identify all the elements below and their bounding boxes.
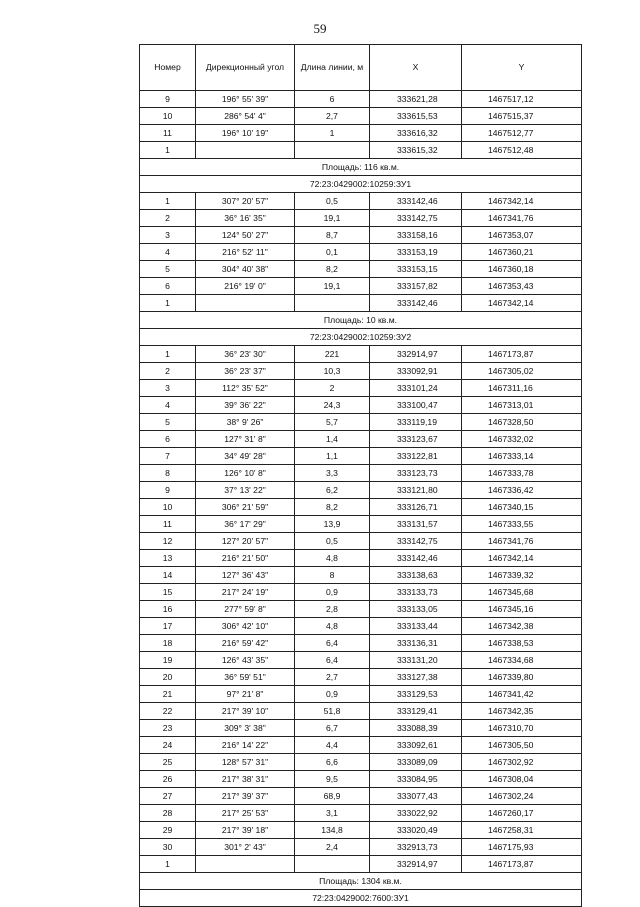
cell-direction-angle: 217° 39' 37" xyxy=(196,788,295,805)
cell-x: 333615,53 xyxy=(370,108,462,125)
table-row xyxy=(140,839,582,856)
cell-y: 1467339,32 xyxy=(462,567,582,584)
cell-direction-angle: 216° 21' 50" xyxy=(196,550,295,567)
cell-y: 1467311,16 xyxy=(462,380,582,397)
table-row xyxy=(140,346,582,363)
cell-y: 1467260,17 xyxy=(462,805,582,822)
cell-direction-angle: 124° 50' 27" xyxy=(196,227,295,244)
cell-direction-angle: 127° 20' 57" xyxy=(196,533,295,550)
table-row xyxy=(140,142,582,159)
cell-direction-angle: 126° 43' 35" xyxy=(196,652,295,669)
cell-x: 333133,44 xyxy=(370,618,462,635)
cell-y: 1467340,15 xyxy=(462,499,582,516)
table-row xyxy=(140,567,582,584)
cell-direction-angle: 112° 35' 52" xyxy=(196,380,295,397)
cell-line-length: 51,8 xyxy=(295,703,370,720)
cell-y: 1467341,42 xyxy=(462,686,582,703)
cell-line-length: 2 xyxy=(295,380,370,397)
cell-x: 333077,43 xyxy=(370,788,462,805)
cell-line-length: 2,8 xyxy=(295,601,370,618)
cell-line-length: 19,1 xyxy=(295,278,370,295)
cell-direction-angle: 36° 59' 51" xyxy=(196,669,295,686)
cell-direction-angle: 217° 39' 10" xyxy=(196,703,295,720)
cell-y: 1467333,55 xyxy=(462,516,582,533)
cell-y: 1467360,21 xyxy=(462,244,582,261)
header-row xyxy=(140,45,582,91)
cell-x: 332914,97 xyxy=(370,856,462,873)
coordinates-table xyxy=(139,44,582,907)
cell-y: 1467328,50 xyxy=(462,414,582,431)
cell-y: 1467173,87 xyxy=(462,346,582,363)
cell-number: 5 xyxy=(140,261,196,278)
cell-number: 9 xyxy=(140,482,196,499)
cell-y: 1467345,16 xyxy=(462,601,582,618)
cell-line-length: 6,2 xyxy=(295,482,370,499)
cell-number: 3 xyxy=(140,380,196,397)
cell-line-length: 6 xyxy=(295,91,370,108)
cell-number: 6 xyxy=(140,431,196,448)
cell-number: 1 xyxy=(140,193,196,210)
table-row xyxy=(140,380,582,397)
cell-y: 1467341,76 xyxy=(462,533,582,550)
cell-y: 1467360,18 xyxy=(462,261,582,278)
cell-number: 1 xyxy=(140,142,196,159)
cell-line-length: 8,2 xyxy=(295,499,370,516)
table-row xyxy=(140,754,582,771)
cell-line-length: 0,1 xyxy=(295,244,370,261)
cell-number: 30 xyxy=(140,839,196,856)
cell-y: 1467332,02 xyxy=(462,431,582,448)
cell-number: 7 xyxy=(140,448,196,465)
table-row xyxy=(140,516,582,533)
cell-x: 333158,16 xyxy=(370,227,462,244)
cell-x: 333092,91 xyxy=(370,363,462,380)
section-label: Площадь: 10 кв.м. xyxy=(140,312,582,329)
cell-number: 24 xyxy=(140,737,196,754)
table-row xyxy=(140,618,582,635)
cell-number: 16 xyxy=(140,601,196,618)
cell-line-length: 8,7 xyxy=(295,227,370,244)
cell-x: 333121,80 xyxy=(370,482,462,499)
cell-number: 13 xyxy=(140,550,196,567)
header-y: Y xyxy=(462,45,582,91)
cell-direction-angle: 39° 36' 22" xyxy=(196,397,295,414)
cell-line-length: 1,1 xyxy=(295,448,370,465)
table-row xyxy=(140,771,582,788)
cell-direction-angle: 97° 21' 8" xyxy=(196,686,295,703)
cell-line-length: 134,8 xyxy=(295,822,370,839)
table-row xyxy=(140,210,582,227)
cell-x: 333020,49 xyxy=(370,822,462,839)
cell-x: 333131,57 xyxy=(370,516,462,533)
cell-y: 1467333,78 xyxy=(462,465,582,482)
table-row xyxy=(140,482,582,499)
cell-line-length: 9,5 xyxy=(295,771,370,788)
cell-line-length: 8,2 xyxy=(295,261,370,278)
cell-x: 333100,47 xyxy=(370,397,462,414)
cell-line-length: 0,5 xyxy=(295,193,370,210)
cell-direction-angle xyxy=(196,856,295,873)
table-row xyxy=(140,414,582,431)
cell-direction-angle: 306° 42' 10" xyxy=(196,618,295,635)
cell-y: 1467512,48 xyxy=(462,142,582,159)
cell-y: 1467515,37 xyxy=(462,108,582,125)
cell-line-length: 2,7 xyxy=(295,108,370,125)
cell-x: 332914,97 xyxy=(370,346,462,363)
cell-y: 1467313,01 xyxy=(462,397,582,414)
table-row xyxy=(140,720,582,737)
cell-direction-angle: 306° 21' 59" xyxy=(196,499,295,516)
cell-x: 333123,73 xyxy=(370,465,462,482)
cell-direction-angle: 127° 36' 43" xyxy=(196,567,295,584)
section-row xyxy=(140,159,582,176)
cell-x: 333621,28 xyxy=(370,91,462,108)
cell-line-length: 2,7 xyxy=(295,669,370,686)
cell-number: 12 xyxy=(140,533,196,550)
table-row xyxy=(140,363,582,380)
cell-direction-angle: 196° 10' 19" xyxy=(196,125,295,142)
cell-number: 17 xyxy=(140,618,196,635)
cell-line-length: 4,8 xyxy=(295,550,370,567)
section-row xyxy=(140,312,582,329)
cell-line-length: 6,6 xyxy=(295,754,370,771)
cell-line-length: 13,9 xyxy=(295,516,370,533)
cell-y: 1467336,42 xyxy=(462,482,582,499)
cell-y: 1467333,14 xyxy=(462,448,582,465)
cell-y: 1467512,77 xyxy=(462,125,582,142)
cell-direction-angle: 286° 54' 4" xyxy=(196,108,295,125)
cell-direction-angle: 36° 23' 37" xyxy=(196,363,295,380)
table-row xyxy=(140,499,582,516)
table-row xyxy=(140,788,582,805)
section-row xyxy=(140,890,582,907)
cell-number: 6 xyxy=(140,278,196,295)
section-row xyxy=(140,873,582,890)
cell-number: 3 xyxy=(140,227,196,244)
cell-x: 333129,53 xyxy=(370,686,462,703)
cell-line-length: 0,5 xyxy=(295,533,370,550)
cell-x: 333133,05 xyxy=(370,601,462,618)
table-row xyxy=(140,550,582,567)
cell-y: 1467302,92 xyxy=(462,754,582,771)
page-number: 59 xyxy=(313,21,327,36)
cell-number: 21 xyxy=(140,686,196,703)
cell-y: 1467342,14 xyxy=(462,295,582,312)
table-row xyxy=(140,533,582,550)
cell-x: 333157,82 xyxy=(370,278,462,295)
cell-direction-angle: 216° 52' 11" xyxy=(196,244,295,261)
table-row xyxy=(140,601,582,618)
table-row xyxy=(140,822,582,839)
cell-direction-angle: 216° 19' 0" xyxy=(196,278,295,295)
cell-x: 333153,15 xyxy=(370,261,462,278)
cell-y: 1467342,14 xyxy=(462,193,582,210)
table-row xyxy=(140,856,582,873)
cell-number: 27 xyxy=(140,788,196,805)
table-row xyxy=(140,584,582,601)
cell-direction-angle: 309° 3' 38" xyxy=(196,720,295,737)
cell-x: 333101,24 xyxy=(370,380,462,397)
cell-y: 1467338,53 xyxy=(462,635,582,652)
cell-direction-angle: 128° 57' 31" xyxy=(196,754,295,771)
table-row xyxy=(140,261,582,278)
table-row xyxy=(140,652,582,669)
cell-line-length xyxy=(295,856,370,873)
cell-line-length: 0,9 xyxy=(295,584,370,601)
section-row xyxy=(140,329,582,346)
cell-x: 333084,95 xyxy=(370,771,462,788)
cell-direction-angle: 301° 2' 43" xyxy=(196,839,295,856)
header-line-length: Длина линии, м xyxy=(295,45,370,91)
cell-direction-angle: 36° 16' 35" xyxy=(196,210,295,227)
cell-line-length: 6,7 xyxy=(295,720,370,737)
cell-x: 333022,92 xyxy=(370,805,462,822)
section-label: 72:23:0429002:10259:ЗУ1 xyxy=(140,176,582,193)
cell-direction-angle: 217° 25' 53" xyxy=(196,805,295,822)
cell-line-length: 4,8 xyxy=(295,618,370,635)
cell-number: 28 xyxy=(140,805,196,822)
table-row xyxy=(140,244,582,261)
cell-line-length: 5,7 xyxy=(295,414,370,431)
cell-direction-angle: 217° 38' 31" xyxy=(196,771,295,788)
header-number: Номер xyxy=(140,45,196,91)
table-row xyxy=(140,125,582,142)
cell-direction-angle: 196° 55' 39" xyxy=(196,91,295,108)
cell-line-length: 6,4 xyxy=(295,652,370,669)
cell-number: 23 xyxy=(140,720,196,737)
cell-line-length xyxy=(295,142,370,159)
cell-number: 8 xyxy=(140,465,196,482)
cell-y: 1467342,14 xyxy=(462,550,582,567)
cell-line-length: 6,4 xyxy=(295,635,370,652)
section-row xyxy=(140,176,582,193)
table-row xyxy=(140,465,582,482)
cell-y: 1467173,87 xyxy=(462,856,582,873)
cell-number: 5 xyxy=(140,414,196,431)
cell-number: 25 xyxy=(140,754,196,771)
table-row xyxy=(140,805,582,822)
cell-direction-angle xyxy=(196,142,295,159)
cell-y: 1467341,76 xyxy=(462,210,582,227)
cell-x: 333153,19 xyxy=(370,244,462,261)
cell-number: 11 xyxy=(140,125,196,142)
table-row xyxy=(140,669,582,686)
cell-number: 10 xyxy=(140,108,196,125)
table-row xyxy=(140,91,582,108)
table-row xyxy=(140,227,582,244)
cell-line-length: 3,1 xyxy=(295,805,370,822)
cell-y: 1467342,38 xyxy=(462,618,582,635)
cell-direction-angle: 307° 20' 57" xyxy=(196,193,295,210)
table-row xyxy=(140,635,582,652)
cell-number: 26 xyxy=(140,771,196,788)
cell-x: 333615,32 xyxy=(370,142,462,159)
cell-x: 333122,81 xyxy=(370,448,462,465)
cell-x: 333089,09 xyxy=(370,754,462,771)
cell-line-length: 2,4 xyxy=(295,839,370,856)
cell-x: 333142,75 xyxy=(370,533,462,550)
cell-direction-angle: 37° 13' 22" xyxy=(196,482,295,499)
cell-number: 4 xyxy=(140,244,196,261)
cell-number: 1 xyxy=(140,856,196,873)
cell-number: 22 xyxy=(140,703,196,720)
cell-y: 1467305,50 xyxy=(462,737,582,754)
table-row xyxy=(140,397,582,414)
cell-line-length: 68,9 xyxy=(295,788,370,805)
table-row xyxy=(140,295,582,312)
cell-line-length: 4,4 xyxy=(295,737,370,754)
cell-direction-angle: 36° 23' 30" xyxy=(196,346,295,363)
cell-direction-angle: 277° 59' 8" xyxy=(196,601,295,618)
table-row xyxy=(140,737,582,754)
section-label: 72:23:0429002:7600:ЗУ1 xyxy=(140,890,582,907)
table-row xyxy=(140,193,582,210)
cell-direction-angle: 127° 31' 8" xyxy=(196,431,295,448)
cell-number: 10 xyxy=(140,499,196,516)
cell-x: 333142,46 xyxy=(370,193,462,210)
cell-x: 333119,19 xyxy=(370,414,462,431)
cell-line-length: 10,3 xyxy=(295,363,370,380)
cell-y: 1467308,04 xyxy=(462,771,582,788)
cell-y: 1467175,93 xyxy=(462,839,582,856)
cell-line-length: 8 xyxy=(295,567,370,584)
cell-line-length: 0,9 xyxy=(295,686,370,703)
cell-y: 1467334,68 xyxy=(462,652,582,669)
cell-x: 332913,73 xyxy=(370,839,462,856)
cell-line-length: 1,4 xyxy=(295,431,370,448)
cell-number: 2 xyxy=(140,363,196,380)
cell-y: 1467342,35 xyxy=(462,703,582,720)
cell-x: 333136,31 xyxy=(370,635,462,652)
cell-x: 333129,41 xyxy=(370,703,462,720)
table-row xyxy=(140,703,582,720)
cell-line-length: 19,1 xyxy=(295,210,370,227)
cell-x: 333131,20 xyxy=(370,652,462,669)
cell-x: 333126,71 xyxy=(370,499,462,516)
cell-direction-angle: 217° 24' 19" xyxy=(196,584,295,601)
cell-x: 333127,38 xyxy=(370,669,462,686)
cell-x: 333123,67 xyxy=(370,431,462,448)
cell-number: 9 xyxy=(140,91,196,108)
cell-line-length: 1 xyxy=(295,125,370,142)
header-direction-angle: Дирекционный угол xyxy=(196,45,295,91)
cell-direction-angle: 38° 9' 26" xyxy=(196,414,295,431)
cell-line-length: 3,3 xyxy=(295,465,370,482)
table-row xyxy=(140,686,582,703)
cell-number: 11 xyxy=(140,516,196,533)
cell-y: 1467258,31 xyxy=(462,822,582,839)
cell-y: 1467345,68 xyxy=(462,584,582,601)
table-row xyxy=(140,278,582,295)
cell-y: 1467305,02 xyxy=(462,363,582,380)
section-label: Площадь: 116 кв.м. xyxy=(140,159,582,176)
cell-x: 333616,32 xyxy=(370,125,462,142)
table-row xyxy=(140,448,582,465)
section-label: Площадь: 1304 кв.м. xyxy=(140,873,582,890)
cell-direction-angle: 216° 59' 42" xyxy=(196,635,295,652)
cell-line-length xyxy=(295,295,370,312)
cell-number: 20 xyxy=(140,669,196,686)
cell-y: 1467302,24 xyxy=(462,788,582,805)
cell-line-length: 24,3 xyxy=(295,397,370,414)
cell-x: 333142,75 xyxy=(370,210,462,227)
cell-x: 333133,73 xyxy=(370,584,462,601)
cell-x: 333092,61 xyxy=(370,737,462,754)
cell-y: 1467517,12 xyxy=(462,91,582,108)
cell-number: 15 xyxy=(140,584,196,601)
header-x: X xyxy=(370,45,462,91)
cell-number: 4 xyxy=(140,397,196,414)
cell-number: 2 xyxy=(140,210,196,227)
cell-number: 29 xyxy=(140,822,196,839)
cell-direction-angle: 36° 17' 29" xyxy=(196,516,295,533)
cell-direction-angle: 217° 39' 18" xyxy=(196,822,295,839)
cell-y: 1467339,80 xyxy=(462,669,582,686)
table-body xyxy=(140,91,582,907)
table-row xyxy=(140,431,582,448)
cell-x: 333142,46 xyxy=(370,550,462,567)
cell-number: 1 xyxy=(140,346,196,363)
cell-y: 1467353,07 xyxy=(462,227,582,244)
cell-direction-angle xyxy=(196,295,295,312)
cell-y: 1467310,70 xyxy=(462,720,582,737)
cell-x: 333138,63 xyxy=(370,567,462,584)
cell-number: 18 xyxy=(140,635,196,652)
section-label: 72:23:0429002:10259:ЗУ2 xyxy=(140,329,582,346)
cell-line-length: 221 xyxy=(295,346,370,363)
cell-direction-angle: 216° 14' 22" xyxy=(196,737,295,754)
cell-direction-angle: 34° 49' 28" xyxy=(196,448,295,465)
cell-number: 1 xyxy=(140,295,196,312)
cell-direction-angle: 126° 10' 8" xyxy=(196,465,295,482)
cell-direction-angle: 304° 40' 38" xyxy=(196,261,295,278)
table-row xyxy=(140,108,582,125)
cell-y: 1467353,43 xyxy=(462,278,582,295)
cell-number: 14 xyxy=(140,567,196,584)
cell-x: 333142,46 xyxy=(370,295,462,312)
cell-number: 19 xyxy=(140,652,196,669)
cell-x: 333088,39 xyxy=(370,720,462,737)
